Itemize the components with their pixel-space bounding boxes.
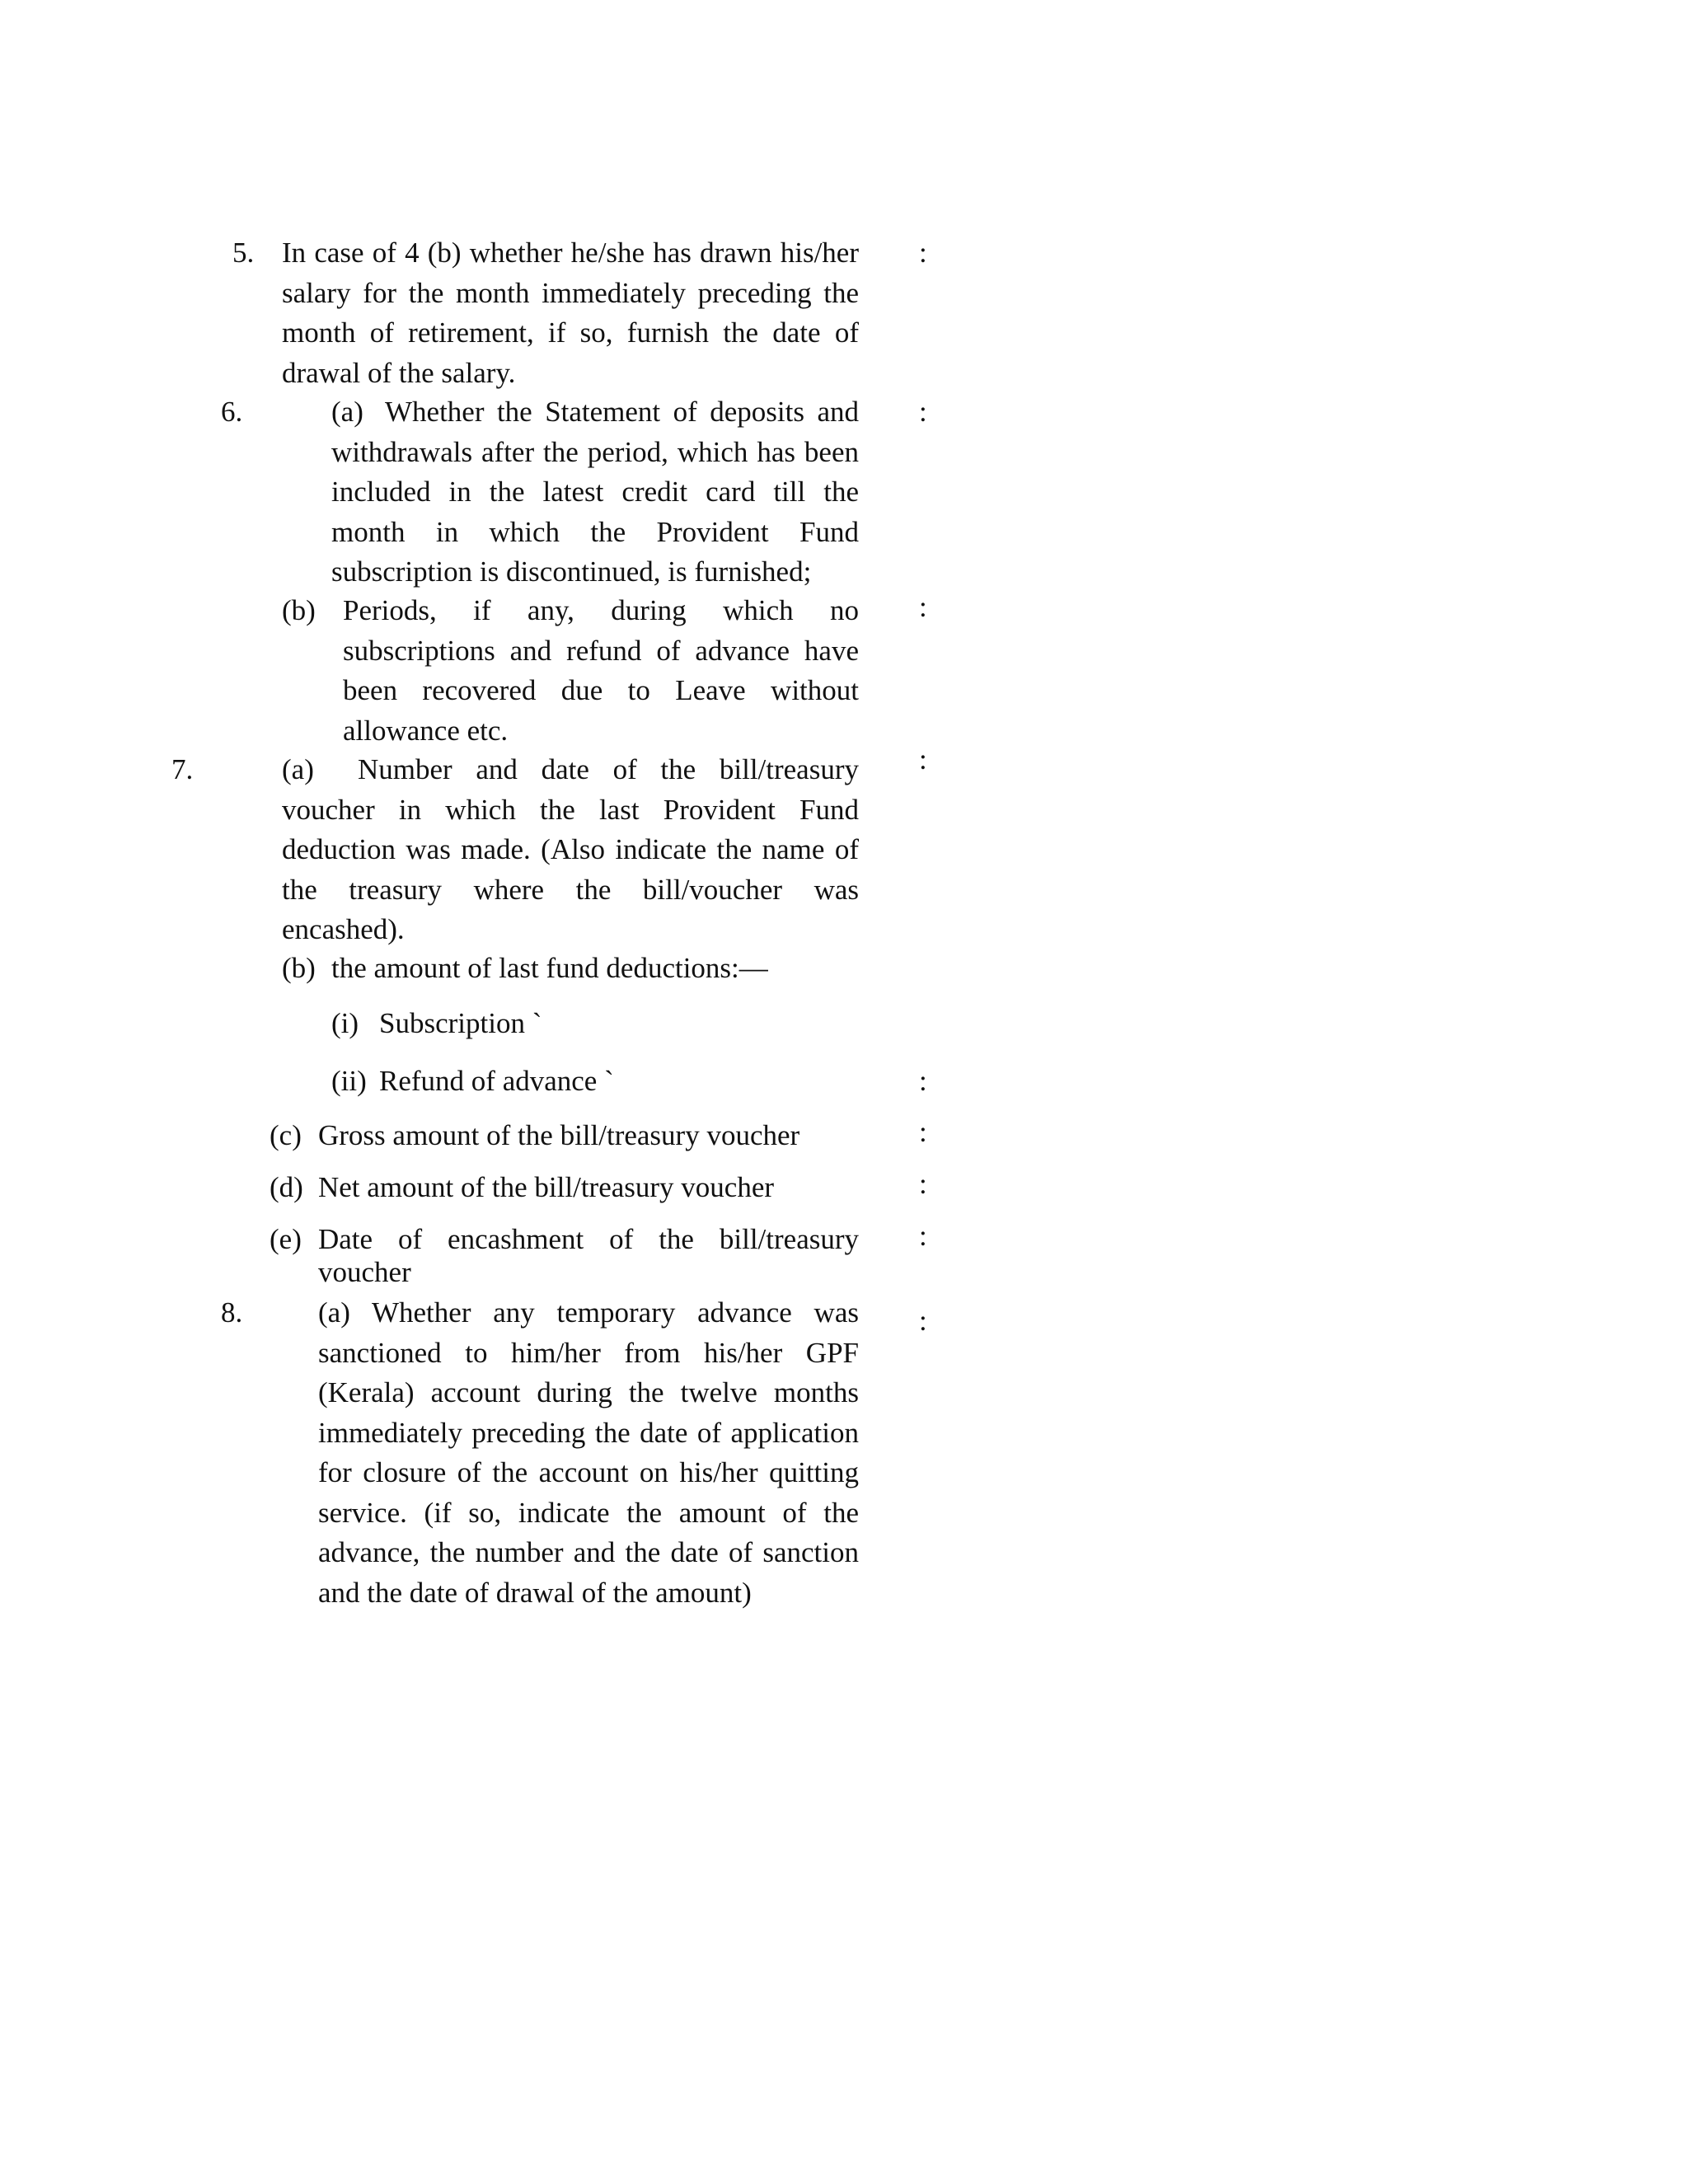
- item-text: Subscription `: [379, 1007, 542, 1039]
- item-text: Date of encashment of the bill/treasury voucher: [318, 1223, 859, 1288]
- sub-label: (i): [331, 1007, 359, 1039]
- field-colon: :: [919, 1116, 927, 1148]
- item-text: the amount of last fund deductions:—: [331, 952, 768, 984]
- item-text: (a) Whether any temporary advance was sanctioned to him/her from his/her GPF (Kerala) account during the twelve months immediately preceding the date of application for closure of the account on his/her quitting service. (if so, indicate the amount of the advance, the number and the date of sanction and the date of drawal of the amount): [318, 1296, 859, 1609]
- item-text: Number and date of the bill/treasury voucher in which the last Provident Fund deduction was made. (Also indicate the name of the treasury where the bill/voucher was encashed).: [282, 753, 859, 945]
- item-number: 8.: [221, 1296, 243, 1329]
- sub-label: (e): [270, 1223, 302, 1255]
- item-text: In case of 4 (b) whether he/she has drawn his/her salary for the month immediately preceding the month of retirement, if so, furnish the date of drawal of the salary.: [282, 237, 859, 389]
- sub-label: (c): [270, 1119, 302, 1151]
- item-number: 6.: [221, 396, 243, 428]
- sub-label: (ii): [331, 1065, 367, 1097]
- sub-label: (b): [282, 952, 316, 984]
- item-text: Gross amount of the bill/treasury voucher: [318, 1119, 800, 1151]
- item-text: Whether the Statement of deposits and withdrawals after the period, which has been included in the latest credit card till the month in which the Provident Fund subscription is discontinued, is furnished;: [331, 396, 859, 588]
- sub-label: (a): [331, 396, 363, 428]
- field-colon: :: [919, 1168, 927, 1200]
- sub-label: (a): [282, 753, 314, 785]
- item-text: Refund of advance `: [379, 1065, 614, 1097]
- field-colon: :: [919, 743, 927, 776]
- field-colon: :: [919, 396, 927, 428]
- field-colon: :: [919, 237, 927, 269]
- item-text: Periods, if any, during which no subscriptions and refund of advance have been recovered due to Leave without allowance etc.: [343, 594, 859, 747]
- field-colon: :: [919, 1065, 927, 1097]
- item-number: 7.: [171, 753, 194, 785]
- item-number: 5.: [232, 237, 255, 269]
- field-colon: :: [919, 1220, 927, 1252]
- field-colon: :: [919, 1305, 927, 1337]
- field-colon: :: [919, 591, 927, 623]
- sub-label: (b): [282, 594, 316, 626]
- item-text: Net amount of the bill/treasury voucher: [318, 1171, 775, 1203]
- sub-label: (d): [270, 1171, 303, 1203]
